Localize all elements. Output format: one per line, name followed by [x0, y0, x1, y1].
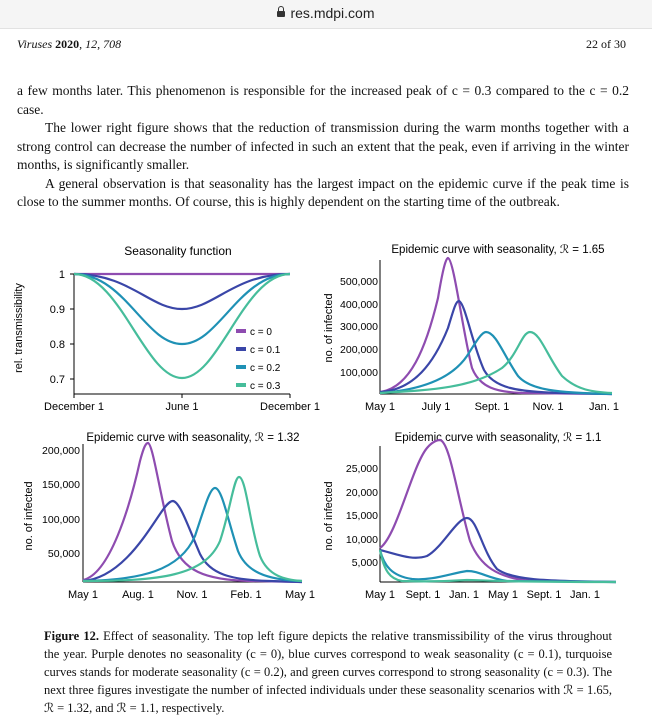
chart-title: Epidemic curve with seasonality, ℛ = 1.1: [394, 432, 602, 444]
paragraph: A general observation is that seasonality has the largest impact on the epidemic curve if the peak time is close to the summer months. Of course, this is highly dependent on the starting time of the outbreak.: [17, 175, 629, 209]
y-tick-label: 25,000: [345, 463, 378, 475]
x-tick-label: Sept. 1: [474, 401, 510, 413]
x-tick-label: June 1: [165, 401, 199, 413]
y-tick-label: 0.8: [49, 339, 65, 351]
x-tick-label: May 1: [365, 401, 395, 413]
x-tick-label: Jan. 1: [570, 589, 600, 601]
caption-text: Effect of seasonality. The top left figure depicts the relative transmissibility of the virus throughout the year. Purple denotes no seasonality (c = 0), blue curves correspond to weak seasonality (c = 0.1), turquoise curves stands for moderate seasonality (c = 0.2), and green curves correspond to strong seasonality (c = 0.3). The next three figures investigate the number of infected individuals under these seasonality scenarios with ℛ = 1.65, ℛ = 1.32, and ℛ = 1.1, respectively.: [44, 629, 613, 715]
legend-label: c = 0.2: [250, 363, 281, 374]
legend-swatch-c01: [236, 347, 246, 351]
legend-label: c = 0.3: [250, 381, 281, 392]
y-tick-label: 500,000: [340, 276, 378, 288]
x-tick-label: Nov. 1: [532, 401, 564, 413]
chart-seasonality-function: [10, 238, 320, 416]
x-tick-label: Jan. 1: [449, 589, 479, 601]
journal-name: Viruses: [17, 37, 53, 51]
x-tick-label: Sept. 1: [526, 589, 562, 601]
y-tick-label: 10,000: [345, 534, 378, 546]
y-tick-label: 50,000: [47, 548, 80, 560]
y-tick-label: 100,000: [42, 514, 80, 526]
browser-url-bar[interactable]: [0, 0, 652, 29]
chart-title: Epidemic curve with seasonality, ℛ = 1.32: [86, 432, 300, 444]
y-tick-label: 0.9: [49, 304, 65, 316]
y-axis-label: no. of infected: [323, 481, 335, 551]
x-tick-label: May 1: [365, 589, 395, 601]
lock-icon: [277, 11, 285, 17]
x-tick-label: Feb. 1: [230, 589, 262, 601]
series-c0-line: [83, 443, 302, 582]
y-tick-label: 100,000: [340, 367, 378, 379]
legend: [236, 327, 281, 392]
chart-epidemic-r11: [322, 426, 642, 606]
paragraph: a few months later. This phenomenon is responsible for the increased peak of c = 0.3 compared to the c = 0.2 case.: [17, 83, 629, 117]
y-tick-label: 300,000: [340, 321, 378, 333]
y-tick-label: 1: [58, 269, 65, 281]
y-tick-label: 200,000: [340, 344, 378, 356]
legend-label: c = 0: [250, 327, 272, 338]
paragraph: The lower right figure shows that the reduction of transmission during the warm months together with a strong control can decrease the number of infected in such an extent that the peak, even if arriving in the winter months, is significantly smaller.: [17, 120, 629, 172]
x-tick-label: July 1: [421, 401, 451, 413]
chart-title: Epidemic curve with seasonality, ℛ = 1.65: [391, 244, 605, 256]
y-axis-label: no. of infected: [323, 293, 335, 363]
figure-label: Figure 12.: [44, 629, 99, 643]
x-tick-label: Aug. 1: [122, 589, 154, 601]
y-axis-label: no. of infected: [23, 481, 35, 551]
x-tick-label: December 1: [260, 401, 320, 413]
y-axis-label: rel. transmissibility: [13, 283, 25, 373]
y-tick-label: 20,000: [345, 487, 378, 499]
series-c03-line: [83, 477, 302, 581]
journal-citation: [17, 37, 121, 52]
journal-year: 2020: [55, 37, 80, 51]
y-tick-label: 5,000: [351, 557, 378, 569]
url-text: res.mdpi.com: [290, 5, 375, 21]
page-number: 22 of 30: [586, 37, 626, 51]
journal-volume: , 12, 708: [79, 37, 122, 51]
series-c03-line: [380, 550, 616, 582]
series-c0-line: [380, 440, 616, 582]
legend-label: c = 0.1: [250, 345, 281, 356]
x-tick-label: December 1: [44, 401, 104, 413]
series-c0-line: [380, 258, 612, 394]
y-tick-label: 15,000: [345, 510, 378, 522]
legend-swatch-c02: [236, 365, 246, 369]
legend-swatch-c0: [236, 329, 246, 333]
chart-epidemic-r165: [322, 238, 642, 416]
x-tick-label: May 1: [68, 589, 98, 601]
series-c02-line: [380, 550, 616, 582]
legend-swatch-c03: [236, 383, 246, 387]
y-tick-label: 0.7: [49, 374, 65, 386]
chart-title: Seasonality function: [124, 244, 232, 258]
y-tick-label: 150,000: [42, 479, 80, 491]
y-tick-label: 400,000: [340, 299, 378, 311]
series-c01-line: [380, 301, 612, 394]
body-text: [17, 82, 629, 212]
x-tick-label: May 1: [488, 589, 518, 601]
y-tick-label: 200,000: [42, 445, 80, 457]
x-tick-label: May 1: [285, 589, 315, 601]
x-tick-label: Nov. 1: [176, 589, 208, 601]
x-tick-label: Sept. 1: [405, 589, 441, 601]
url-display[interactable]: [0, 5, 652, 21]
chart-epidemic-r132: [10, 426, 330, 606]
figure-caption: [44, 627, 612, 717]
x-tick-label: Jan. 1: [589, 401, 619, 413]
